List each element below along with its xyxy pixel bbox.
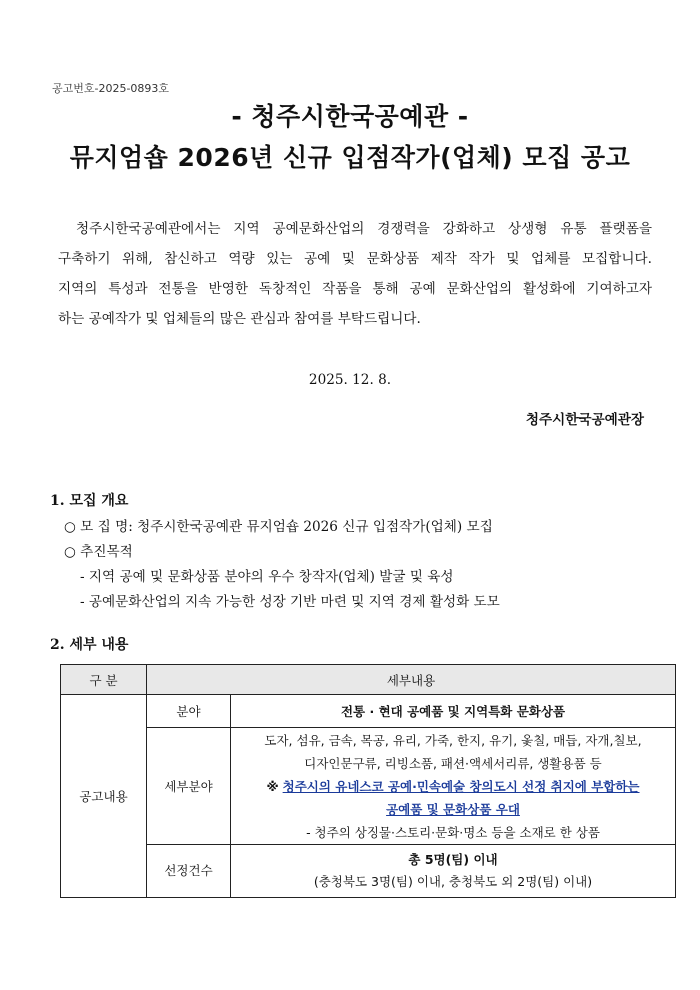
subfield-line: - 청주의 상징물·스토리·문화·명소 등을 소재로 한 상품 [306, 824, 600, 840]
subfield-note: 공예품 및 문화상품 우대 [386, 801, 520, 817]
detail-table [60, 664, 676, 898]
title-line-1: - 청주시한국공예관 - [231, 102, 469, 131]
notice-date: 2025. 12. 8. [308, 372, 392, 388]
intro-paragraph [58, 214, 652, 334]
intro-line: 구축하기 위해, 참신하고 역량 있는 공예 및 문화상품 제작 작가 및 업체를 모집합니다. [58, 251, 652, 267]
header-category: 구 분 [61, 665, 147, 695]
field-value: 전통 · 현대 공예품 및 지역특화 문화상품 [231, 695, 676, 728]
subfield-label: 세부분야 [147, 728, 231, 845]
count-value [231, 845, 676, 898]
signer: 청주시한국공예관장 [525, 412, 644, 428]
intro-line: 청주시한국공예관에서는 지역 공예문화산업의 경쟁력을 강화하고 상생형 유통 플랫폼을 [76, 221, 652, 237]
row-group-label: 공고내용 [61, 695, 147, 898]
count-label: 선정건수 [147, 845, 231, 898]
subfield-note: 청주시의 유네스코 공예·민속예술 창의도시 선정 취지에 부합하는 [282, 778, 640, 794]
intro-line: 하는 공예작가 및 업체들의 많은 관심과 참여를 부탁드립니다. [58, 311, 421, 327]
subfield-line: 디자인문구류, 리빙소품, 패션·액세서리류, 생활용품 등 [304, 755, 602, 771]
intro-line: 지역의 특성과 전통을 반영한 독창적인 작품을 통해 공예 문화산업의 활성화에 기여하고자 [58, 281, 652, 297]
notice-number: 공고번호-2025-0893호 [52, 82, 170, 95]
section2-title: 2. 세부 내용 [50, 637, 129, 653]
section1-item: - 공예문화산업의 지속 가능한 성장 기반 마련 및 지역 경제 활성화 도모 [80, 594, 500, 610]
section1-item: ○ 모 집 명: 청주시한국공예관 뮤지엄숍 2026 신규 입점작가(업체) 모집 [64, 519, 493, 535]
count-breakdown: (충청북도 3명(팀) 이내, 충청북도 외 2명(팀) 이내) [313, 874, 593, 889]
section1-title: 1. 모집 개요 [50, 493, 129, 509]
note-mark: ※ [266, 778, 279, 794]
subfield-value [231, 728, 676, 845]
section1-item: ○ 추진목적 [64, 544, 133, 560]
count-total: 총 5명(팀) 이내 [408, 852, 498, 867]
title-line-2: 뮤지엄숍 2026년 신규 입점작가(업체) 모집 공고 [69, 143, 631, 172]
section1-item: - 지역 공예 및 문화상품 분야의 우수 창작자(업체) 발굴 및 육성 [80, 569, 454, 585]
header-details: 세부내용 [147, 665, 676, 695]
field-label: 분야 [147, 695, 231, 728]
subfield-line: 도자, 섬유, 금속, 목공, 유리, 가죽, 한지, 유기, 옻칠, 매듭, 자개,칠보, [264, 732, 642, 748]
